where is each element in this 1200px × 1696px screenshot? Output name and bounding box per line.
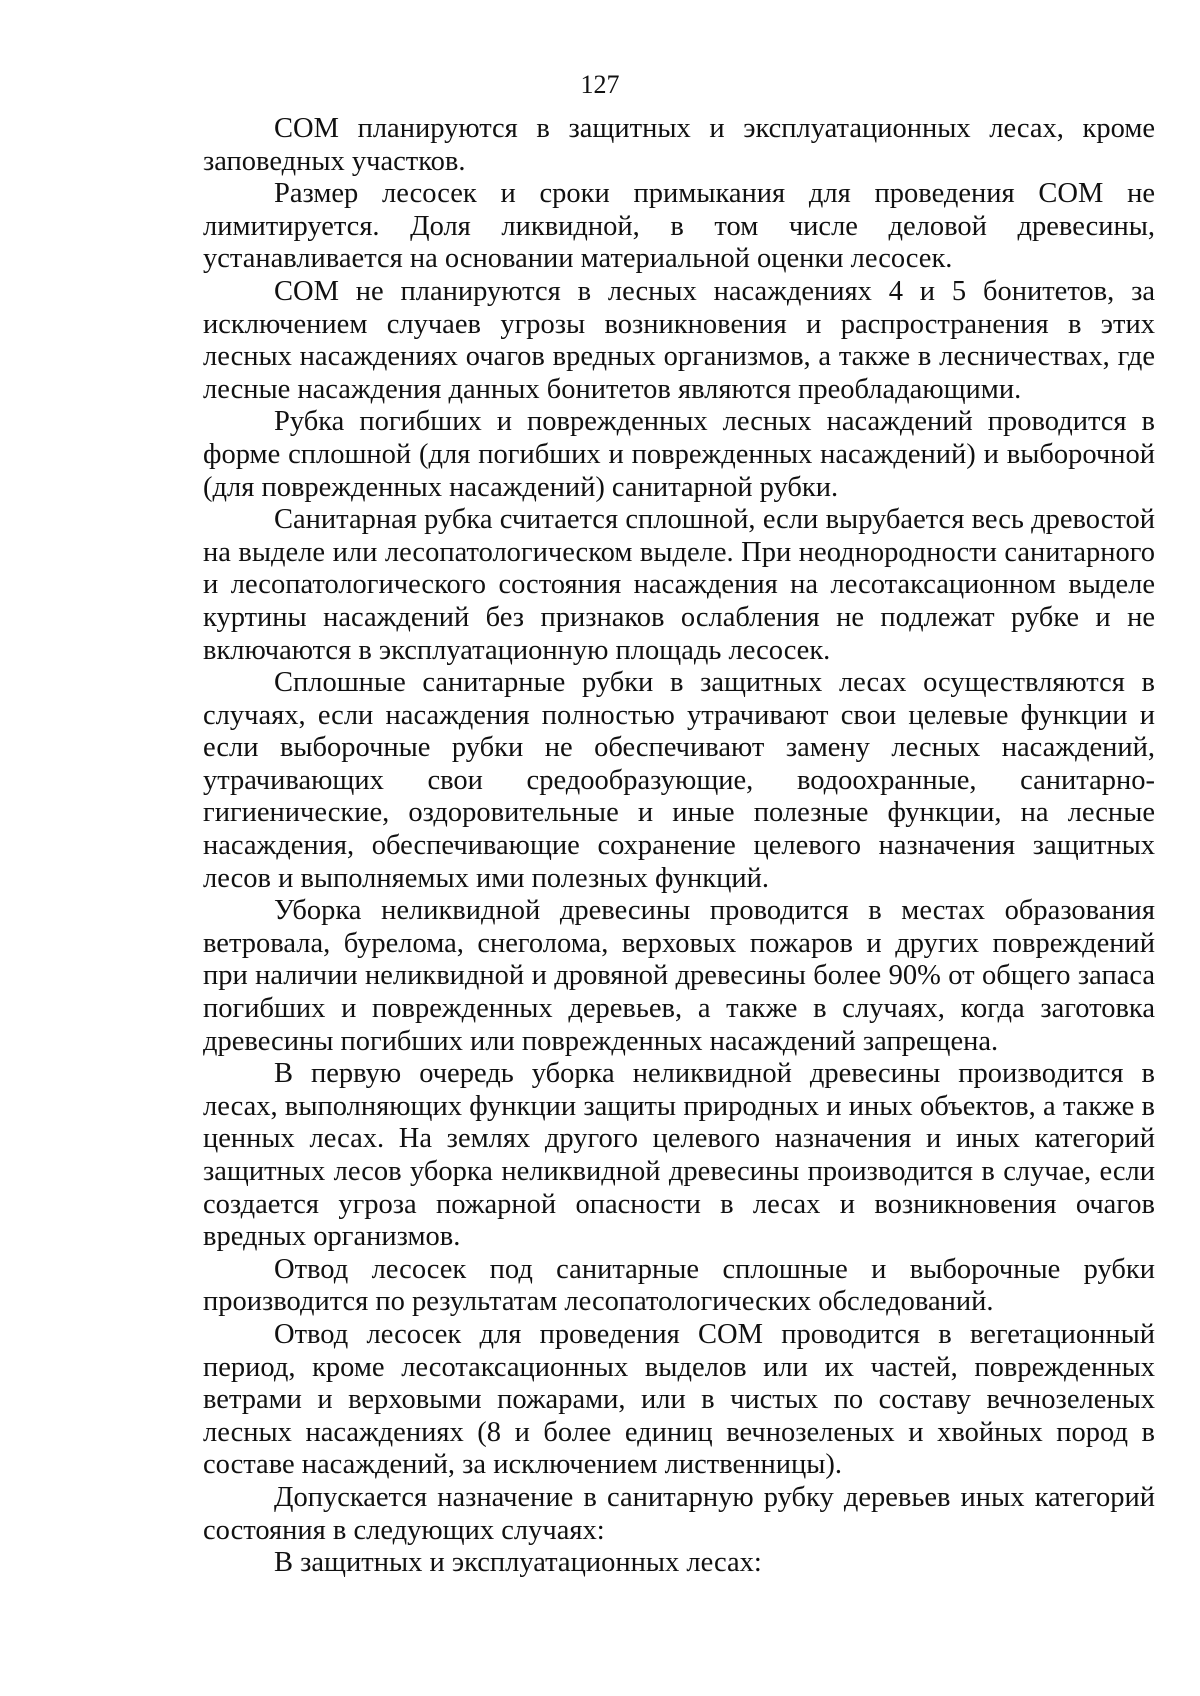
paragraph: Санитарная рубка считается сплошной, если вырубается весь древостой на выделе или лесопатологическом выделе. При неоднородности санитарного и лесопатологического состояния насаждения на лесотаксационном выделе куртины насаждений без признаков ослабления не подлежат рубке и не включаются в эксплуатационную площадь лесосек. bbox=[203, 504, 1155, 666]
paragraph: Отвод лесосек для проведения СОМ проводится в вегетационный период, кроме лесотаксационных выделов или их частей, поврежденных ветрами и верховыми пожарами, или в чистых по составу вечнозеленых лесных насаждениях (8 и более единиц вечнозеленых и хвойных пород в составе насаждений, за исключением лиственницы). bbox=[203, 1318, 1155, 1481]
paragraph: Уборка неликвидной древесины проводится в местах образования ветровала, бурелома, снеголома, верховых пожаров и других повреждений при наличии неликвидной и дровяной древесины более 90% от общего запаса погибших и поврежденных деревьев, а также в случаях, когда заготовка древесины погибших или поврежденных насаждений запрещена. bbox=[203, 895, 1155, 1057]
paragraph: Размер лесосек и сроки примыкания для проведения СОМ не лимитируется. Доля ликвидной, в том числе деловой древесины, устанавливается на основании материальной оценки лесосек. bbox=[203, 178, 1155, 275]
paragraph: Рубка погибших и поврежденных лесных насаждений проводится в форме сплошной (для погибших и поврежденных насаждений) и выборочной (для поврежденных насаждений) санитарной рубки. bbox=[203, 406, 1155, 503]
paragraph: В первую очередь уборка неликвидной древесины производится в лесах, выполняющих функции защиты природных и иных объектов, а также в ценных лесах. На землях другого целевого назначения и иных категорий защитных лесов уборка неликвидной древесины производится в случае, если создается угроза пожарной опасности в лесах и возникновения очагов вредных организмов. bbox=[203, 1058, 1155, 1253]
paragraph: СОМ не планируются в лесных насаждениях 4 и 5 бонитетов, за исключением случаев угрозы возникновения и распространения в этих лесных насаждениях очагов вредных организмов, а также в лесничествах, где лесные насаждения данных бонитетов являются преобладающими. bbox=[203, 275, 1155, 405]
paragraph: Сплошные санитарные рубки в защитных лесах осуществляются в случаях, если насаждения полностью утрачивают свои целевые функции и если выборочные рубки не обеспечивают замену лесных насаждений, утрачивающих свои средообразующие, водоохранные, санитарно-гигиенические, оздоровительные и иные полезные функции, на лесные насаждения, обеспечивающие сохранение целевого назначения защитных лесов и выполняемых ими полезных функций. bbox=[203, 667, 1155, 894]
paragraph: Отвод лесосек под санитарные сплошные и выборочные рубки производится по результатам лесопатологических обследований. bbox=[203, 1253, 1155, 1318]
document-body bbox=[203, 113, 1155, 1580]
page-number: 127 bbox=[580, 70, 620, 99]
paragraph: В защитных и эксплуатационных лесах: bbox=[274, 1547, 762, 1579]
paragraph: СОМ планируются в защитных и эксплуатационных лесах, кроме заповедных участков. bbox=[203, 113, 1155, 177]
paragraph: Допускается назначение в санитарную рубку деревьев иных категорий состояния в следующих случаях: bbox=[203, 1481, 1155, 1546]
